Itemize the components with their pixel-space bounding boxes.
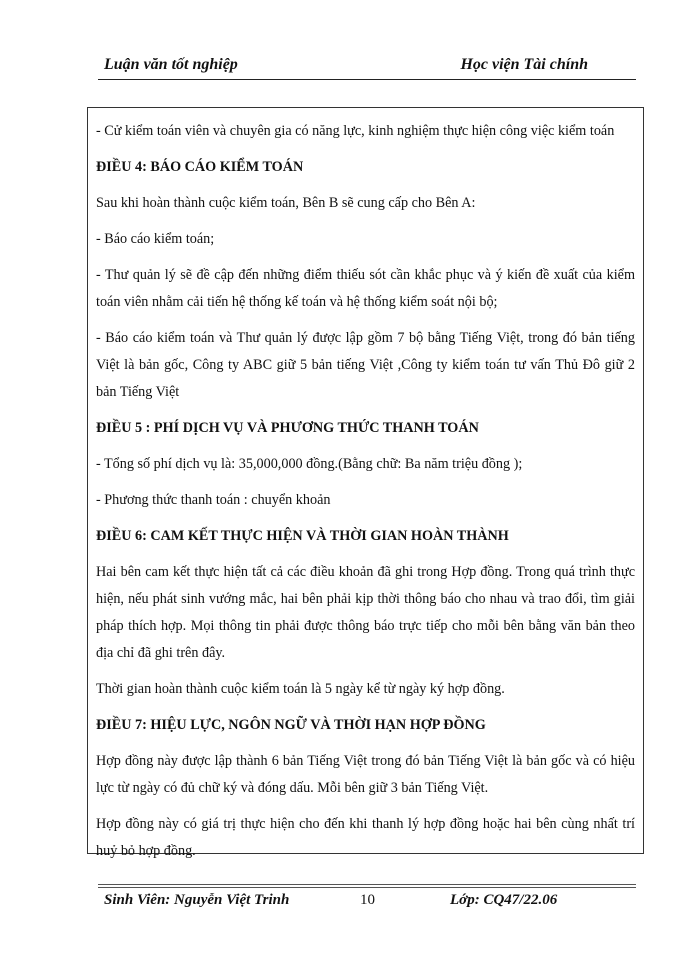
footer-class-code: Lớp: CQ47/22.06	[450, 892, 558, 908]
heading-article-4: ĐIỀU 4: BÁO CÁO KIỂM TOÁN	[96, 159, 304, 175]
content-frame	[87, 107, 644, 859]
paragraph-after-audit: Sau khi hoàn thành cuộc kiểm toán, Bên B sẽ cung cấp cho Bên A:	[96, 195, 476, 211]
footer-student-name: Sinh Viên: Nguyễn Việt Trinh	[104, 892, 290, 908]
paragraph-completion-time: Thời gian hoàn thành cuộc kiểm toán là 5 ngày kể từ ngày ký hợp đồng.	[96, 681, 505, 697]
paragraph-contract-validity: Hợp đồng này có giá trị thực hiện cho đến khi thanh lý hợp đồng hoặc hai bên cùng nhất trí huỷ bỏ hợp đồng.	[96, 816, 635, 859]
heading-article-7: ĐIỀU 7: HIỆU LỰC, NGÔN NGỮ VÀ THỜI HẠN HỢP ĐỒNG	[96, 717, 486, 733]
footer-divider-top	[98, 884, 636, 885]
paragraph-service-fee: - Tổng số phí dịch vụ là: 35,000,000 đồng.(Bằng chữ: Ba năm triệu đồng );	[96, 456, 523, 472]
header-divider	[98, 79, 636, 80]
paragraph-report-copies: - Báo cáo kiểm toán và Thư quản lý được lập gồm 7 bộ bằng Tiếng Việt, trong đó bản tiếng Việt là bản gốc, Công ty ABC giữ 5 bản tiếng Việt ,Công ty kiểm toán tư vấn Thủ Đô giữ 2 bản Tiếng Việt	[96, 330, 635, 400]
paragraph-commitment: Hai bên cam kết thực hiện tất cả các điều khoản đã ghi trong Hợp đồng. Trong quá trình thực hiện, nếu phát sinh vướng mắc, hai bên phải kịp thời thông báo cho nhau và trao đổi, tìm giải pháp thích hợp. Mọi thông tin phải được thông báo trực tiếp cho mỗi bên bằng văn bản theo địa chỉ đã ghi trên đây.	[96, 564, 635, 661]
header-thesis-title: Luận văn tốt nghiệp	[104, 56, 238, 73]
header-institution: Học viện Tài chính	[460, 56, 588, 73]
paragraph-contract-copies: Hợp đồng này được lập thành 6 bản Tiếng Việt trong đó bản Tiếng Việt là bản gốc và có hiệu lực từ ngày có đủ chữ ký và đóng dấu. Mỗi bên giữ 3 bản Tiếng Việt.	[96, 753, 635, 796]
page-header	[98, 56, 636, 82]
heading-article-5: ĐIỀU 5 : PHÍ DỊCH VỤ VÀ PHƯƠNG THỨC THANH TOÁN	[96, 420, 479, 436]
paragraph-payment-method: - Phương thức thanh toán : chuyển khoản	[96, 492, 331, 508]
paragraph-management-letter: - Thư quản lý sẽ đề cập đến những điểm thiếu sót cần khắc phục và ý kiến đề xuất của kiểm toán viên nhằm cải tiến hệ thống kế toán và hệ thống kiểm soát nội bộ;	[96, 267, 635, 310]
paragraph-audit-report: - Báo cáo kiểm toán;	[96, 231, 215, 247]
footer-divider-bottom	[98, 887, 636, 888]
page-footer	[98, 892, 636, 914]
heading-article-6: ĐIỀU 6: CAM KẾT THỰC HIỆN VÀ THỜI GIAN HOÀN THÀNH	[96, 528, 509, 544]
paragraph-assign-auditors: - Cử kiểm toán viên và chuyên gia có năng lực, kinh nghiệm thực hiện công việc kiểm toán	[96, 123, 615, 139]
page-number: 10	[360, 892, 375, 908]
